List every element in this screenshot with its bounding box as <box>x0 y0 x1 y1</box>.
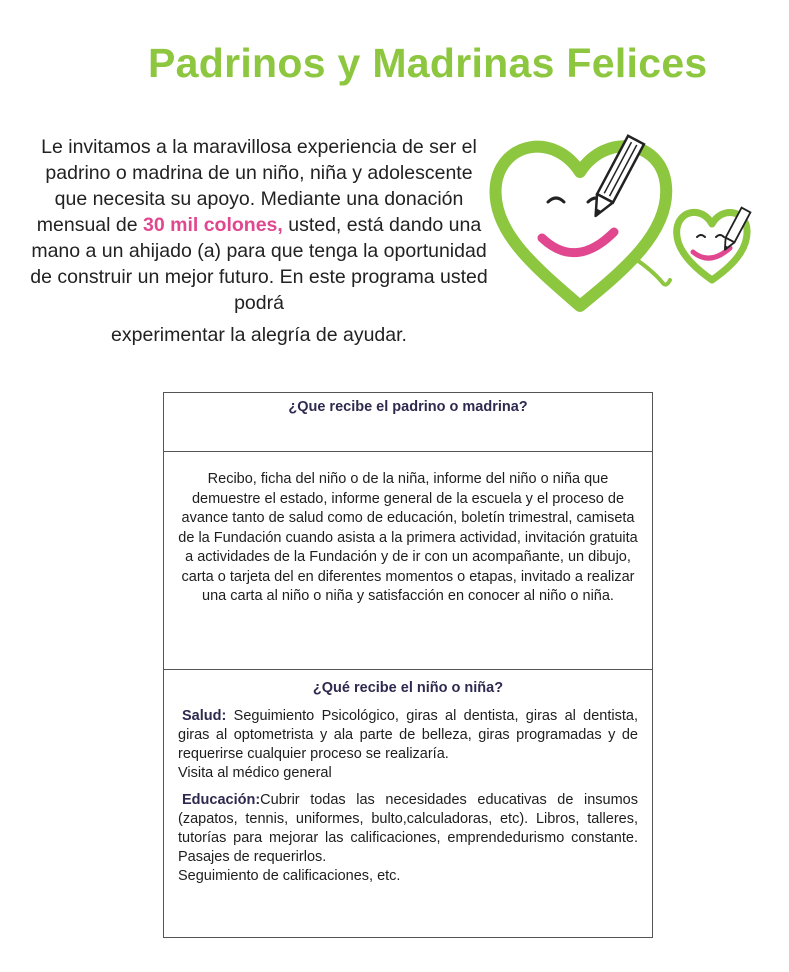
intro-text-continued: usted, está dando una mano a un ahijado (a) para que tenga la oportunidad de construir un mejor futuro. En este programa usted podrá <box>30 214 488 314</box>
sponsor-answer-text: Recibo, ficha del niño o de la niña, informe del niño o niña que demuestre el estado, informe general de la escuela y el proceso de avance tanto de salud como de educación, boletín trimestral, camiseta de la Fundación cuando asista a la primera actividad, invitación gratuita a actividades de la Fundación y de ir con un acompañante, un dibujo, carta o tarjeta del en diferentes momentos o etapas, invitado a realizar una carta al niño o niña y satisfacción en conocer al niño o niña. <box>178 471 638 604</box>
page-title: Padrinos y Madrinas Felices <box>148 40 708 86</box>
intro-paragraph <box>28 134 490 348</box>
education-extra: Seguimiento de calificaciones, etc. <box>178 868 401 884</box>
health-label: Salud: <box>182 708 227 724</box>
health-benefits <box>164 707 652 783</box>
donation-amount: 30 mil colones, <box>143 214 283 236</box>
benefits-table <box>163 392 653 938</box>
sponsor-question-heading: ¿Que recibe el padrino o madrina? <box>288 399 528 415</box>
intro-text: Le invitamos a la maravillosa experiencia de ser el padrino o madrina de un niño, niña y adolescente que necesita su apoyo. Mediante una donación mensual de <box>36 136 477 236</box>
education-text: Cubrir todas las necesidades educativas de insumos (zapatos, tennis, uniformes, bulto,calculadoras, etc). Libros, talleres, tutorías para mejorar las calificaciones, emprendedurismo constante. Pasajes de requerirlos. <box>178 792 638 865</box>
sponsor-question-cell <box>164 393 652 452</box>
intro-closing-line: experimentar la alegría de ayudar. <box>111 324 407 346</box>
child-benefits-cell <box>164 670 652 937</box>
education-benefits <box>164 791 652 886</box>
big-heart-icon <box>495 146 666 306</box>
health-extra: Visita al médico general <box>178 765 332 781</box>
health-text: Seguimiento Psicológico, giras al dentista, giras al dentista, giras al optometrista y ala parte de belleza, giras programadas y de requerirse cualquier proceso se realizaría. <box>178 708 638 762</box>
happy-hearts-illustration <box>484 120 774 320</box>
child-question-heading: ¿Qué recibe el niño o niña? <box>312 680 504 696</box>
sponsor-answer-cell <box>164 452 652 670</box>
education-label: Educación: <box>182 792 261 808</box>
